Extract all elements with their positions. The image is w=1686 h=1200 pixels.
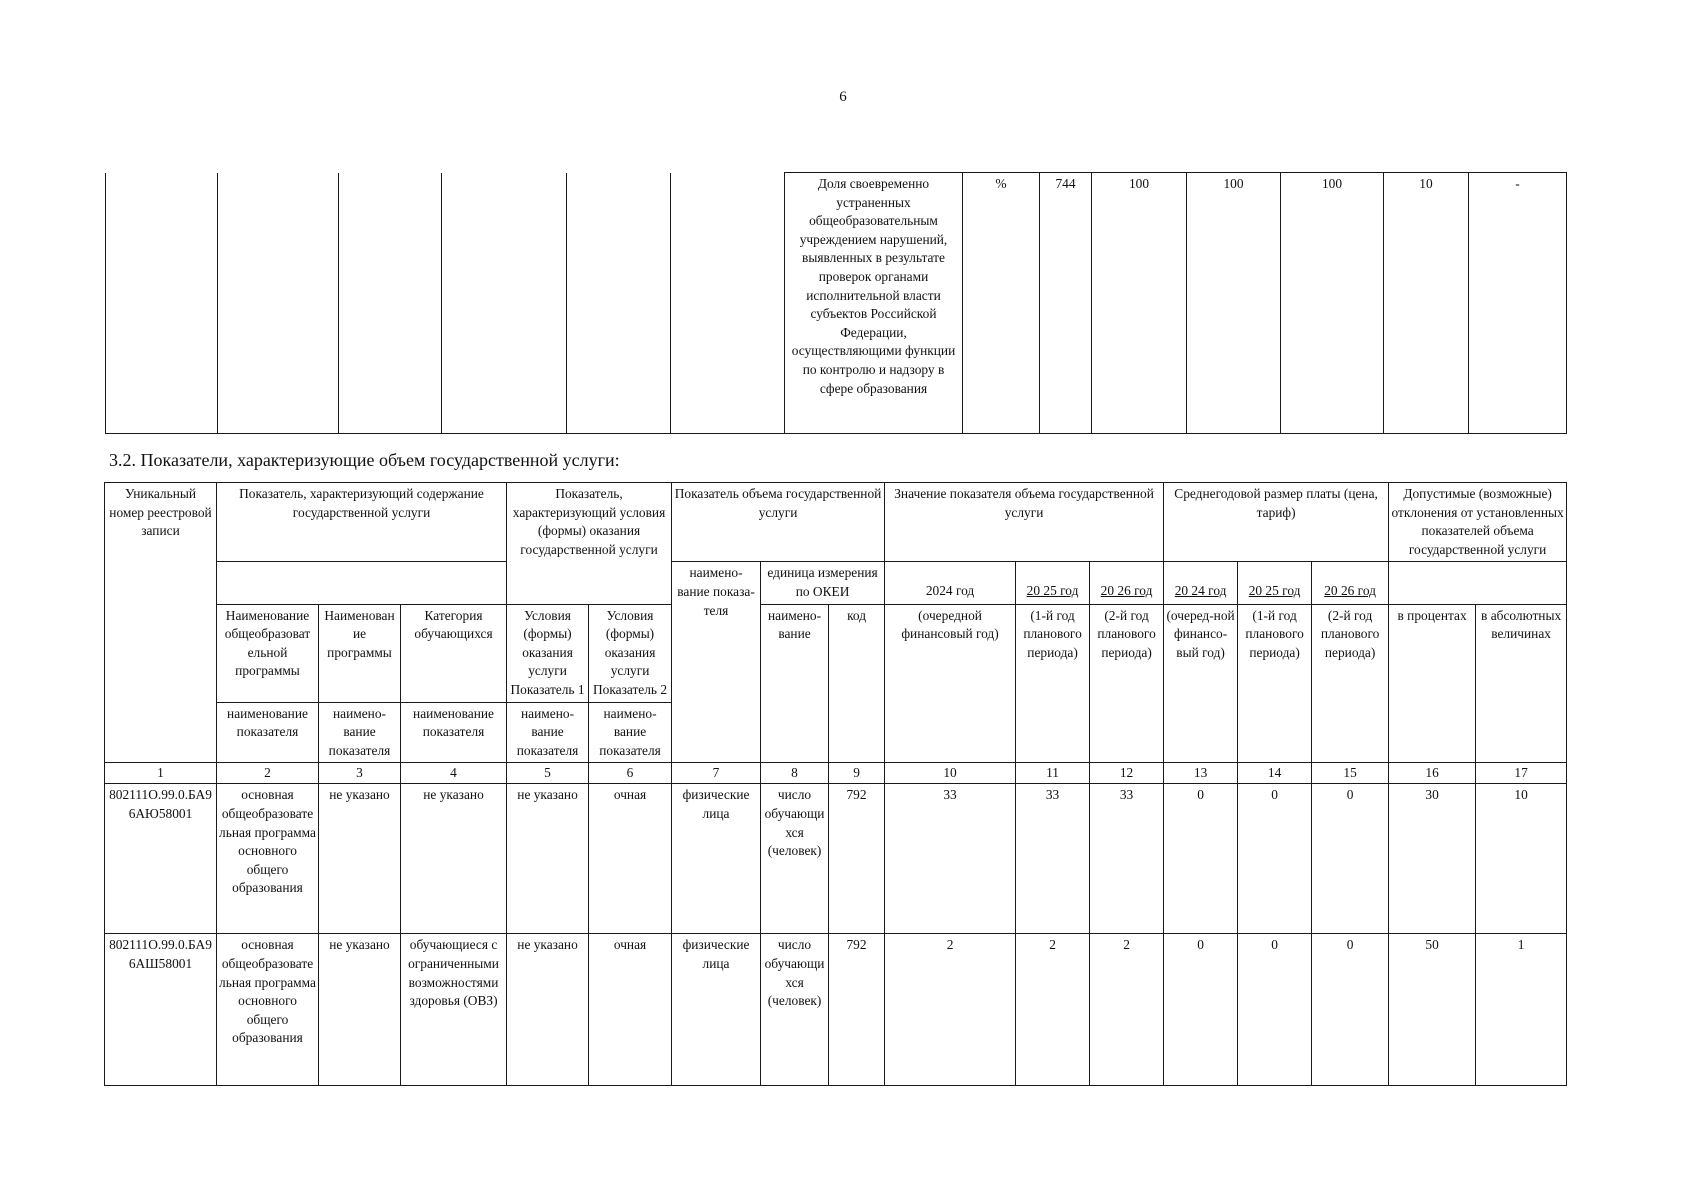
indicator-name: физические лица — [672, 934, 761, 1086]
student-category: не указано — [401, 784, 507, 934]
empty-cell — [339, 173, 442, 434]
header-year-2026 — [1090, 562, 1164, 604]
year-2025-label: 20 25 год — [1026, 583, 1079, 599]
quality-value-2026: 100 — [1281, 173, 1384, 434]
header-unit-okei: единица измерения по ОКЕИ — [761, 562, 885, 604]
header-category: Категория обучающихся — [401, 604, 507, 702]
price-2024: 0 — [1164, 934, 1238, 1086]
program: не указано — [319, 934, 401, 1086]
header-allowed-deviation: Допустимые (возможные) отклонения от установленных показателей объема государственной услуги — [1389, 483, 1567, 562]
header-unit-name: наимено-вание — [761, 604, 829, 763]
quality-code: 744 — [1040, 173, 1092, 434]
column-number: 16 — [1389, 763, 1476, 784]
column-number: 5 — [507, 763, 589, 784]
header-indicator-name-6: наимено-вание показателя — [589, 702, 672, 763]
registry-number: 802111О.99.0.БА96АШ58001 — [105, 934, 217, 1086]
student-category: обучающиеся с ограниченными возможностями здоровья (ОВЗ) — [401, 934, 507, 1086]
condition-1: не указано — [507, 784, 589, 934]
column-number: 10 — [885, 763, 1016, 784]
column-number: 14 — [1238, 763, 1312, 784]
page-number: 6 — [839, 89, 847, 105]
registry-number: 802111О.99.0.БА96АЮ58001 — [105, 784, 217, 934]
value-2026: 33 — [1090, 784, 1164, 934]
header-price-2026 — [1312, 562, 1389, 604]
quality-unit: % — [963, 173, 1040, 434]
indicator-name: физические лица — [672, 784, 761, 934]
column-number: 17 — [1476, 763, 1567, 784]
header-programs: Наименован ие программы — [319, 604, 401, 702]
header-price-2026-sub: (2-й год планового периода) — [1312, 604, 1389, 763]
column-number: 7 — [672, 763, 761, 784]
header-indicator-name-5: наимено-вание показателя — [507, 702, 589, 763]
deviation-header-spacer — [1389, 562, 1567, 604]
empty-cell — [567, 173, 671, 434]
price-2026: 0 — [1312, 934, 1389, 1086]
volume-indicators-table — [104, 482, 1567, 1086]
price-2025-label: 20 25 год — [1248, 583, 1301, 599]
column-number: 3 — [319, 763, 401, 784]
header-price-2024 — [1164, 562, 1238, 604]
header-average-price: Среднегодовой размер платы (цена, тариф) — [1164, 483, 1389, 562]
empty-cell — [671, 173, 785, 434]
program: не указано — [319, 784, 401, 934]
header-unit-code: код — [829, 604, 885, 763]
empty-cell — [442, 173, 567, 434]
table-row — [105, 784, 1567, 934]
condition-2: очная — [589, 784, 672, 934]
quality-value-2024: 100 — [1092, 173, 1187, 434]
quality-indicator-name: Доля своевременно устраненных общеобразовательным учреждением нарушений, выявленных в результате проверок органами исполнительной власти субъектов Российской Федерации, осуществляющими функции по контролю и надзору в сфере образования — [785, 173, 963, 434]
column-number: 4 — [401, 763, 507, 784]
unit-name: число обучающихся (человек) — [761, 934, 829, 1086]
header-year-2025 — [1016, 562, 1090, 604]
header-price-2025-sub: (1-й год планового периода) — [1238, 604, 1312, 763]
column-number: 6 — [589, 763, 672, 784]
price-2024: 0 — [1164, 784, 1238, 934]
program-name: основная общеобразовательная программа основного общего образования — [217, 784, 319, 934]
header-deviation-absolute: в абсолютных величинах — [1476, 604, 1567, 763]
column-number: 11 — [1016, 763, 1090, 784]
column-number: 9 — [829, 763, 885, 784]
header-indicator-name: наимено-вание показа-теля — [672, 562, 761, 763]
header-year-2026-sub: (2-й год планового периода) — [1090, 604, 1164, 763]
header-indicator-name-2: наименование показателя — [217, 702, 319, 763]
column-number: 1 — [105, 763, 217, 784]
unit-code: 792 — [829, 784, 885, 934]
column-number: 13 — [1164, 763, 1238, 784]
header-unique-number: Уникальный номер реестровой записи — [105, 483, 217, 763]
value-2024: 2 — [885, 934, 1016, 1086]
header-year-2025-sub: (1-й год планового периода) — [1016, 604, 1090, 763]
header-volume-indicator: Показатель объема государственной услуги — [672, 483, 885, 562]
empty-cell — [218, 173, 339, 434]
column-number: 2 — [217, 763, 319, 784]
header-year-2024-sub: (очередной финансовый год) — [885, 604, 1016, 763]
price-2026-label: 20 26 год — [1324, 583, 1376, 599]
value-2024: 33 — [885, 784, 1016, 934]
header-price-2025 — [1238, 562, 1312, 604]
column-number: 8 — [761, 763, 829, 784]
unit-code: 792 — [829, 934, 885, 1086]
column-number: 12 — [1090, 763, 1164, 784]
header-content-indicator: Показатель, характеризующий содержание государственной услуги — [217, 483, 507, 562]
content-header-spacer — [217, 562, 507, 604]
quality-deviation-absolute: - — [1469, 173, 1567, 434]
column-number: 15 — [1312, 763, 1389, 784]
deviation-percent: 50 — [1389, 934, 1476, 1086]
header-condition-2: Условия (формы) оказания услуги Показатель 2 — [589, 604, 672, 702]
header-conditions-indicator: Показатель, характеризующий условия (формы) оказания государственной услуги — [507, 483, 672, 605]
header-year-2024 — [885, 562, 1016, 604]
column-numbers-row — [105, 763, 1567, 784]
price-2025: 0 — [1238, 934, 1312, 1086]
deviation-absolute: 1 — [1476, 934, 1567, 1086]
header-program-name: Наименование общеобразоват ельной программы — [217, 604, 319, 702]
quality-deviation-percent: 10 — [1384, 173, 1469, 434]
price-2025: 0 — [1238, 784, 1312, 934]
price-2026: 0 — [1312, 784, 1389, 934]
condition-1: не указано — [507, 934, 589, 1086]
table-row — [105, 934, 1567, 1086]
program-name: основная общеобразовательная программа основного общего образования — [217, 934, 319, 1086]
price-2024-label: 20 24 год — [1174, 583, 1227, 599]
continued-quality-table — [105, 172, 1567, 434]
header-indicator-name-3: наимено-вание показателя — [319, 702, 401, 763]
deviation-percent: 30 — [1389, 784, 1476, 934]
value-2026: 2 — [1090, 934, 1164, 1086]
quality-value-2025: 100 — [1187, 173, 1281, 434]
header-volume-value: Значение показателя объема государственной услуги — [885, 483, 1164, 562]
condition-2: очная — [589, 934, 672, 1086]
header-price-2024-sub: (очеред-ной финансо-вый год) — [1164, 604, 1238, 763]
header-indicator-name-4: наименование показателя — [401, 702, 507, 763]
deviation-absolute: 10 — [1476, 784, 1567, 934]
header-deviation-percent: в процентах — [1389, 604, 1476, 763]
value-2025: 2 — [1016, 934, 1090, 1086]
year-2026-label: 20 26 год — [1100, 583, 1153, 599]
year-2024-label: 2024 год — [925, 583, 975, 599]
header-condition-1: Условия (формы) оказания услуги Показатель 1 — [507, 604, 589, 702]
empty-cell — [106, 173, 218, 434]
unit-name: число обучающихся (человек) — [761, 784, 829, 934]
section-title: 3.2. Показатели, характеризующие объем государственной услуги: — [109, 450, 620, 470]
value-2025: 33 — [1016, 784, 1090, 934]
